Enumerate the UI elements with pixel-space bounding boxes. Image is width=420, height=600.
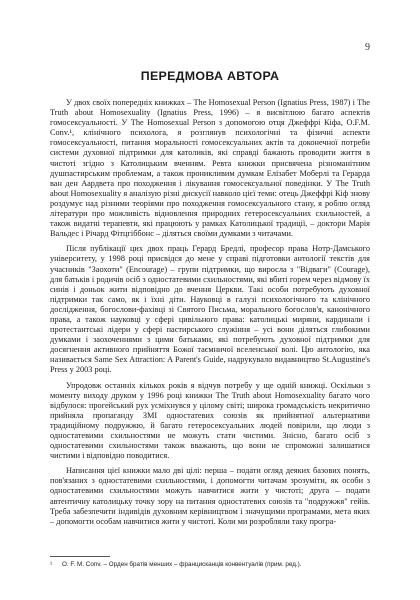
footnote-divider (50, 556, 110, 557)
paragraph: Упродовж останніх кількох років я відчув потребу у ще одній книжці. Оскільки з моменту виходу друком у 1996 році книжки The Truth about Homosexuality багато чого відбулося: прогейський рух усміхнувся у цілому світі; широка громадськість некритично прийняла пропаганду ЗМІ одностатевих союзів як прийнятної альтернативи традиційному подружжю, й багато гетеросексуальних людей повірили, що люди з одностатевими схильностями не можуть стати чистими. Знісно, багато осіб з одностатевими схильностями також вважають, що вони не спроможні залишатися чистими і відповідно поводитися. (50, 380, 370, 461)
main-text (50, 98, 370, 532)
paragraph: У двох своїх попередніх книжках – The Homosexual Person (Ignatius Press, 1987) і The Truth about Homosexuality (Ignatius Press, 1996) – я висвітлюю багато аспектів гомосексуальності. У The Homosexual Person з допомогою отця Джеффрі Кіфа, O.F.M. Conv.¹, клінічного психолога, я розглянув психологічні та фізичні аспекти гомосексуальності, питання моральності гомосексуальних актів та доконечної потреби системи духовної підтримки для католиків, які справді бажають проводити життя в чистоті згідно з Католицьким вченням. Ревта книжки присвячена різноманітним душпастирським проблемам, а також проникливим думкам Елізабет Моберлі та Герарда ван ден Аардвета про походження і лікування гомосексуальної поведінки. У The Truth about Homosexuality я аналізую різні дискусії навколо цієї теми: отець Джеффрі Кіф знову роздумує над різними теоріями про походження гомосексуального стану, я роблю огляд літератури про можливість відновлення природних гетеросексуальних схильностей, а також видатні терапевти, які працюють у рамках Католицької традиції, – доктори Марія Вальдес і Річард Фітцгіббонс – діляться своїми думками з читачами. (50, 98, 370, 239)
footnote (50, 561, 370, 569)
page-title: ПЕРЕДМОВА АВТОРА (140, 69, 280, 83)
footnote-text: O. F. M. Conv. – Орден братів менших – францисканців конвентуалів (прим. ред.). (62, 561, 302, 568)
paragraph: Написання цієї книжки мало дві цілі: перша – подати огляд деяких базових понять, пов'язаних з одностатевими схильностями, і допомогти читачам зрозуміти, як особи з одностатевими схильностями можуть навчитися жити у чистоті; друга – подати автентичну католицьку точку зору на питання одностатевих союзів та "подружжя" гейів. Треба забезпечити індивідів духовним керівництвом і значущими програмами, мета яких – допомогти особам навчитися жити у чистоті. Коли ми розробляли таку програ- (50, 466, 370, 526)
page-number: 9 (365, 42, 370, 53)
footnote-mark: ¹ (50, 561, 53, 568)
paragraph: Після публікації цих двох праць Герард Бредлі, професор права Нотр-Дамського університету, у 1998 році присвідся до мене у справі підготовки антології текстів для учасників "Заохоти" (Encourage) – групи підтримки, що виросла з "Відваги" (Courage), для батьків і родичів осіб з одностатевими схильностями, які вбиті горем через відмову їх синів і доньок жити відповідно до вчення Церкви. Такі особи потребують духовної підтримки так само, як і їхні діти. Науковці в галузі психологічного та клінічного дослідження, богослови-фахівці зі Святого Письма, морального богослов'я, канонічного права, а також науковці у сфері цивільного права: католицькі миряни, кардинали і протестантські лідери у сфері пастирського служіння – усі вони діляться глибокими думками і заохоченнями з цими батьками, які потребують духовної підтримки для досягнення активного прийняття Божої таємничої вселенської волі. Цю антологію, яка називається Same Sex Attraction: A Parent's Guide, надрукувало видавництво St.Augustine's Press у 2003 році. (50, 244, 370, 375)
